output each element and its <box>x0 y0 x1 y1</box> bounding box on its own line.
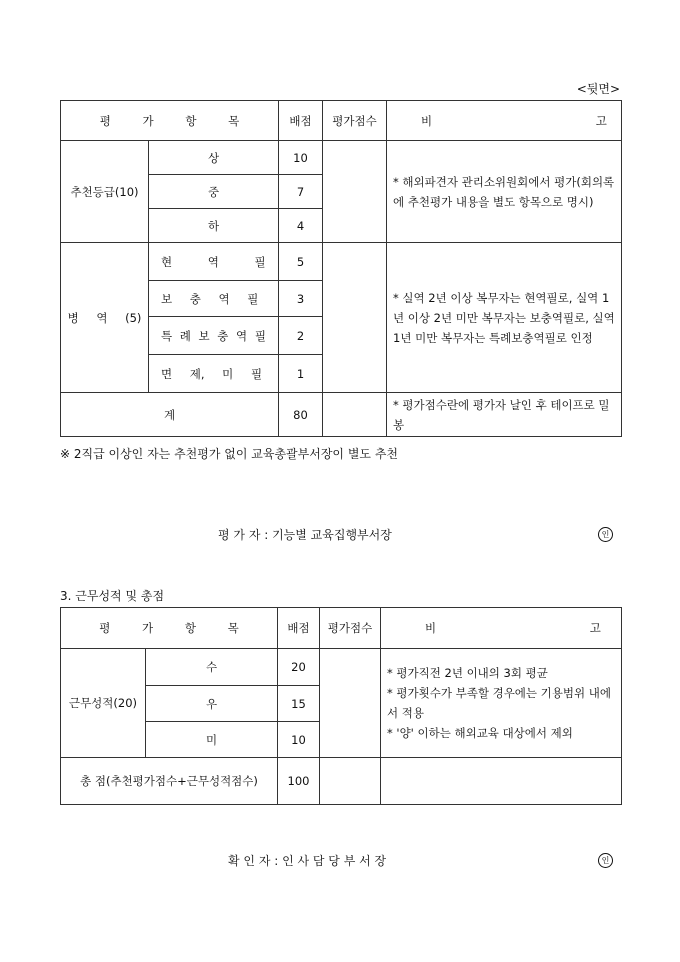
mil-row-name: 특 례 보 충 역 필 <box>149 317 279 355</box>
performance-table <box>60 607 622 805</box>
evaluator-line: 평 가 자 : 기능별 교육집행부서장 <box>218 528 392 542</box>
evaluator-stamp-icon: 인 <box>598 526 613 542</box>
grand-total-eval-cell[interactable] <box>320 758 381 805</box>
perf-eval-cell[interactable] <box>320 649 381 758</box>
mil-row-name: 면 제, 미 필 <box>149 355 279 393</box>
table-row <box>61 758 622 805</box>
confirmer-stamp-icon: 인 <box>598 852 613 868</box>
perf-row-name: 미 <box>146 722 278 758</box>
total-eval-cell[interactable] <box>323 393 387 437</box>
perf-note: * 평가직전 2년 이내의 3회 평균 <box>387 666 548 680</box>
header-remark: 비 고 <box>381 608 622 649</box>
mil-row-score: 5 <box>279 243 323 281</box>
section3-title: 3. 근무성적 및 총점 <box>60 589 165 603</box>
mil-row-score: 2 <box>279 317 323 355</box>
perf-row-score: 20 <box>278 649 320 686</box>
table-row <box>61 141 622 175</box>
grand-total-score: 100 <box>278 758 320 805</box>
total-score: 80 <box>279 393 323 437</box>
table-header <box>61 101 622 141</box>
performance-notes <box>381 649 622 758</box>
rec-note: * 해외파견자 관리소위원회에서 평가(회의록에 추천평가 내용을 별도 항목으로 명시) <box>387 141 622 243</box>
performance-label: 근무성적(20) <box>61 649 146 758</box>
rec-row-name: 상 <box>149 141 279 175</box>
perf-note: * 평가횟수가 부족할 경우에는 기용범위 내에서 적용 <box>387 686 611 720</box>
perf-row-score: 10 <box>278 722 320 758</box>
rec-row-score: 10 <box>279 141 323 175</box>
rec-row-name: 하 <box>149 209 279 243</box>
perf-row-name: 우 <box>146 686 278 722</box>
grand-total-label: 총 점(추천평가점수+근무성적점수) <box>61 758 278 805</box>
rec-eval-cell[interactable] <box>323 141 387 243</box>
header-eval: 평가점수 <box>323 101 387 141</box>
mil-row-score: 3 <box>279 281 323 317</box>
rec-row-score: 7 <box>279 175 323 209</box>
rec-row-score: 4 <box>279 209 323 243</box>
perf-row-score: 15 <box>278 686 320 722</box>
header-item: 평 가 항 목 <box>61 608 278 649</box>
military-note: * 실역 2년 이상 복무자는 현역필로, 실역 1년 이상 2년 미만 복무자는 보충역필로, 실역 1년 미만 복무자는 특례보충역필로 인정 <box>387 243 622 393</box>
table-row <box>61 649 622 686</box>
footnote: ※ 2직급 이상인 자는 추천평가 없이 교육총괄부서장이 별도 추천 <box>60 447 399 461</box>
grand-total-remark-cell <box>381 758 622 805</box>
recommendation-table <box>60 100 622 437</box>
mil-row-name: 현 역 필 <box>149 243 279 281</box>
mil-row-name: 보 충 역 필 <box>149 281 279 317</box>
header-score: 배점 <box>279 101 323 141</box>
header-eval: 평가점수 <box>320 608 381 649</box>
rec-row-name: 중 <box>149 175 279 209</box>
mil-eval-cell[interactable] <box>323 243 387 393</box>
perf-row-name: 수 <box>146 649 278 686</box>
page-label: <뒷면> <box>576 82 620 96</box>
table-row <box>61 393 622 437</box>
header-item: 평 가 항 목 <box>61 101 279 141</box>
military-label: 병 역 (5) <box>61 243 149 393</box>
header-score: 배점 <box>278 608 320 649</box>
perf-note: * '양' 이하는 해외교육 대상에서 제외 <box>387 726 573 740</box>
total-label: 계 <box>61 393 279 437</box>
table-row <box>61 243 622 281</box>
table-header <box>61 608 622 649</box>
rec-grade-label: 추천등급(10) <box>61 141 149 243</box>
confirmer-line: 확 인 자 : 인 사 담 당 부 서 장 <box>228 854 387 868</box>
total-note: * 평가점수란에 평가자 날인 후 테이프로 밀봉 <box>387 393 622 437</box>
mil-row-score: 1 <box>279 355 323 393</box>
header-remark: 비 고 <box>387 101 622 141</box>
